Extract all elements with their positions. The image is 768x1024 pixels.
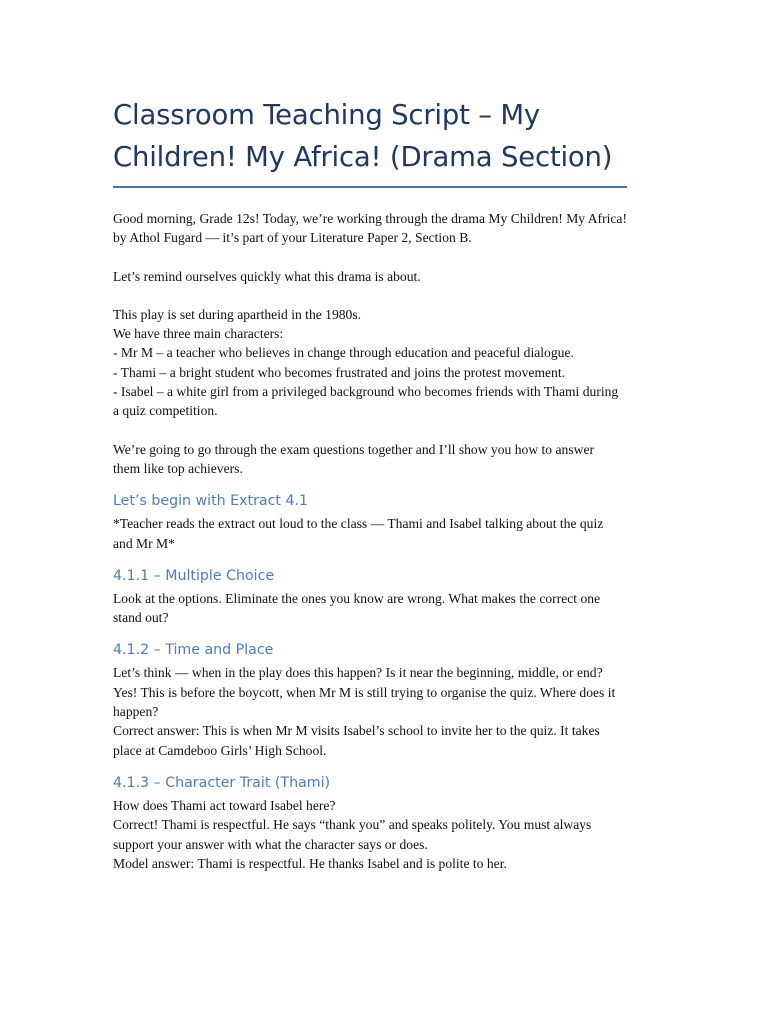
extract-heading: Let’s begin with Extract 4.1 — [113, 493, 309, 510]
answer-line: support your answer with what the character says or does. — [113, 836, 428, 852]
question-4-1-3-heading: 4.1.3 – Character Trait (Thami) — [113, 774, 331, 791]
remind-paragraph — [113, 267, 643, 286]
question-line: Look at the options. Eliminate the ones you know are wrong. What makes the correct one — [113, 590, 601, 606]
exam-intro-paragraph — [113, 440, 643, 479]
character-mr-m: - Mr M – a teacher who believes in change through education and peaceful dialogue. — [113, 345, 574, 361]
answer-line: Correct! Thami is respectful. He says “thank you” and speaks politely. You must always — [113, 817, 592, 833]
character-isabel-cont: a quiz competition. — [113, 403, 218, 419]
extract-line: and Mr M* — [113, 535, 175, 551]
question-4-1-3-paragraph — [113, 796, 643, 873]
exam-intro-line: We’re going to go through the exam questions together and I’ll show you how to answer — [113, 441, 595, 457]
answer-line: place at Camdeboo Girls’ High School. — [113, 742, 327, 758]
question-4-1-2-paragraph — [113, 663, 643, 759]
extract-paragraph — [113, 514, 643, 553]
title-underline — [113, 186, 627, 188]
extract-line: *Teacher reads the extract out loud to the class — Thami and Isabel talking about the quiz — [113, 516, 604, 532]
question-line: How does Thami act toward Isabel here? — [113, 797, 336, 813]
exam-intro-line: them like top achievers. — [113, 460, 243, 476]
setting-line: This play is set during apartheid in the 1980s. — [113, 306, 362, 322]
question-4-1-1-heading: 4.1.1 – Multiple Choice — [113, 567, 275, 584]
question-line: stand out? — [113, 610, 169, 626]
intro-line: Good morning, Grade 12s! Today, we’re working through the drama My Children! My Africa! — [113, 211, 627, 226]
remind-line: Let’s remind ourselves quickly what this drama is about. — [113, 268, 421, 284]
model-answer-line: Model answer: Thami is respectful. He thanks Isabel and is polite to her. — [113, 855, 507, 871]
question-4-1-2-heading: 4.1.2 – Time and Place — [113, 642, 274, 659]
intro-paragraph — [113, 209, 643, 248]
question-line: happen? — [113, 704, 159, 720]
setting-paragraph — [113, 305, 643, 421]
intro-line: by Athol Fugard — it’s part of your Literature Paper 2, Section B. — [113, 230, 472, 246]
setting-line: We have three main characters: — [113, 326, 284, 342]
title-line-2: Children! My Africa! (Drama Section) — [113, 141, 613, 173]
answer-line: Correct answer: This is when Mr M visits Isabel’s school to invite her to the quiz. It takes — [113, 723, 600, 739]
document-body — [113, 94, 643, 873]
title-line-1: Classroom Teaching Script – My — [113, 99, 540, 131]
question-4-1-1-paragraph — [113, 589, 643, 628]
question-line: Let’s think — when in the play does this happen? Is it near the beginning, middle, or end? — [113, 665, 603, 681]
question-line: Yes! This is before the boycott, when Mr M is still trying to organise the quiz. Where does it — [113, 684, 616, 700]
character-isabel: - Isabel – a white girl from a privileged background who becomes friends with Thami during — [113, 384, 619, 400]
character-thami: - Thami – a bright student who becomes frustrated and joins the protest movement. — [113, 364, 566, 380]
document-title — [113, 94, 643, 178]
